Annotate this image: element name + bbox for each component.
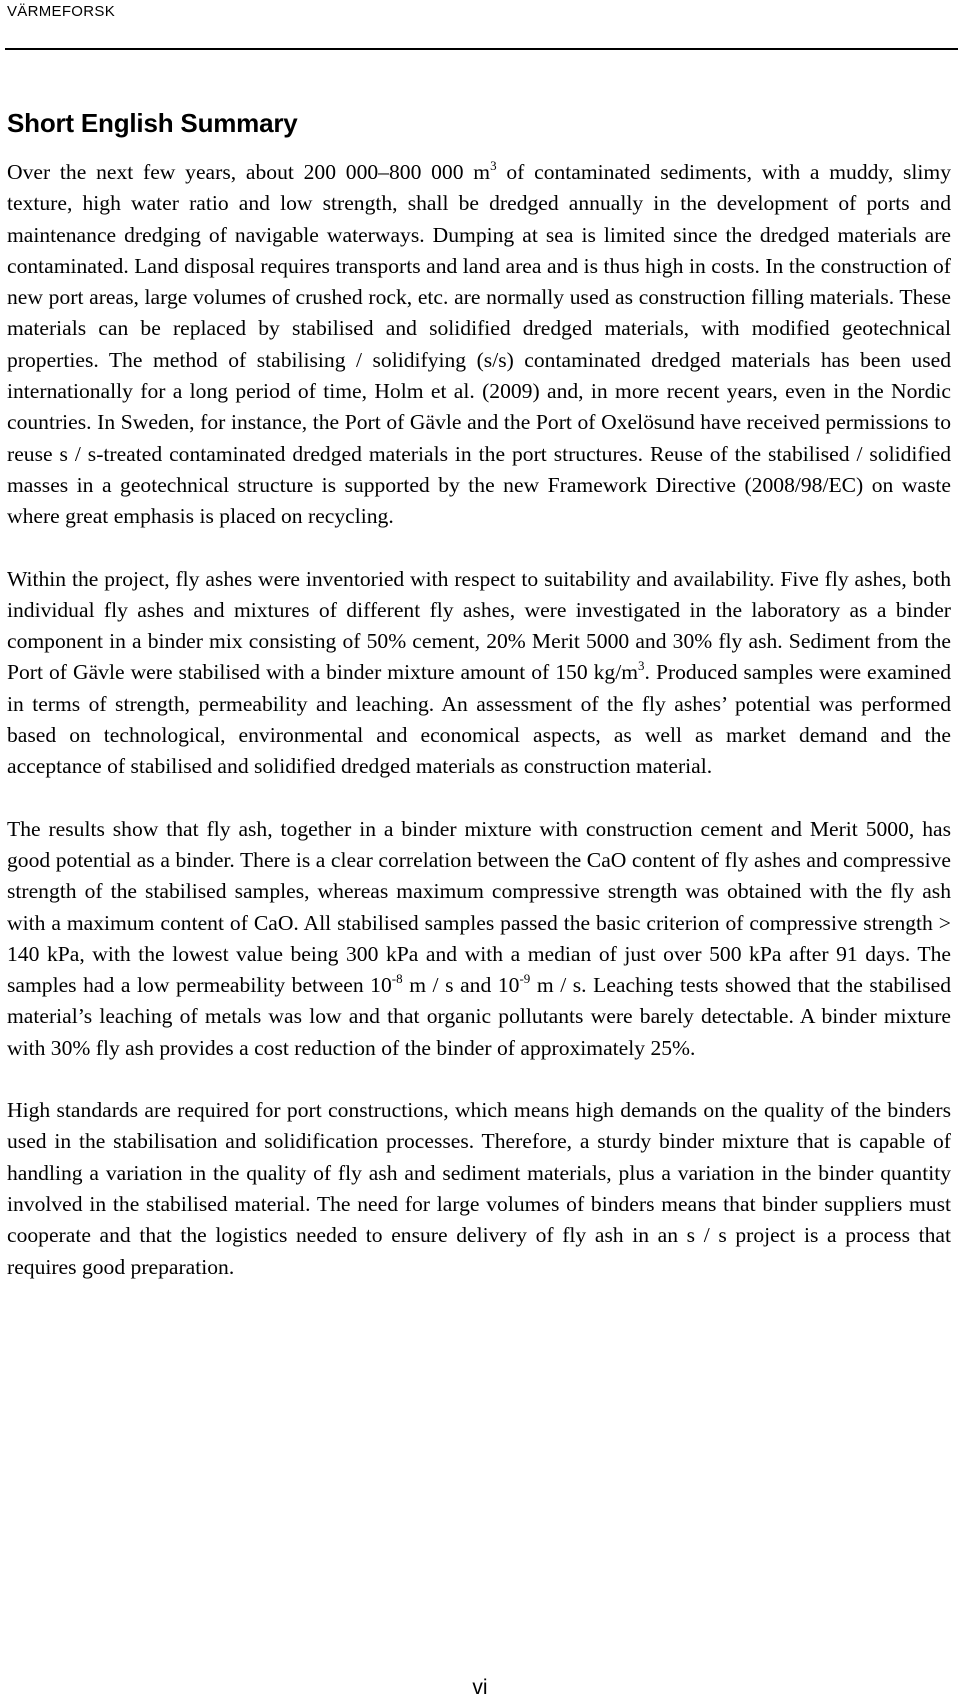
- paragraph-2: [7, 564, 951, 783]
- running-header: VÄRMEFORSK: [7, 3, 116, 20]
- paragraph-1-text-b: of contaminated sediments, with a muddy, slimy texture, high water ratio and low strength, shall be dredged annually in the development of ports and maintenance dredging of navigable waterways. Dumping at sea is limited since the dredged materials are contaminated. Land disposal requires transports and land area and is thus high in costs. In the construction of new port areas, large volumes of crushed rock, etc. are normally used as construction filling materials. These materials can be replaced by stabilised and solidified dredged materials, with modified geotechnical properties. The method of stabilising / solidifying (s/s) contaminated dredged materials has been used internationally for a long period of time, Holm et al. (2009) and, in more recent years, even in the Nordic countries. In Sweden, for instance, the Port of Gävle and the Port of Oxelösund have received permissions to reuse s / s-treated contaminated dredged materials in the port structures. Reuse of the stabilised / solidified masses in a geotechnical structure is supported by the new Framework Directive (2008/98/EC) on waste where great emphasis is placed on recycling.: [7, 160, 951, 529]
- paragraph-2-text-a: Within the project, fly ashes were inventoried with respect to suitability and availability. Five fly ashes, both individual fly ashes and mixtures of different fly ashes, were investigated in the laboratory as a binder component in a binder mix consisting of 50% cement, 20% Merit 5000 and 30% fly ash. Sediment from the Port of Gävle were stabilised with a binder mixture amount of 150 kg/m: [7, 566, 951, 685]
- superscript-exponent: -8: [391, 971, 403, 987]
- paragraph-3-text-c: m / s. Leaching tests showed that the stabilised material’s leaching of metals was low and that organic pollutants were barely detectable. A binder mixture with 30% fly ash provides a cost reduction of the binder of approximately 25%.: [7, 973, 951, 1060]
- page-number: vi: [472, 1676, 488, 1699]
- paragraph-3: [7, 814, 951, 1064]
- paragraph-1: [7, 157, 951, 533]
- paragraph-4: High standards are required for port constructions, which means high demands on the quality of the binders used in the stabilisation and solidification processes. Therefore, a sturdy binder mixture that is capable of handling a variation in the quality of fly ash and sediment materials, plus a variation in the binder quantity involved in the stabilised material. The need for large volumes of binders means that binder suppliers must cooperate and that the logistics needed to ensure delivery of fly ash in an s / s project is a process that requires good preparation.: [7, 1098, 951, 1279]
- section-title: Short English Summary: [7, 108, 298, 138]
- header-rule: [5, 48, 958, 50]
- paragraph-2-text-b: . Produced samples were examined in terms of strength, permeability and leaching. An assessment of the fly ashes’ potential was performed based on technological, environmental and economical aspects, as well as market demand and the acceptance of stabilised and solidified dredged materials as construction material.: [7, 660, 951, 779]
- superscript-exponent: 3: [490, 158, 497, 173]
- paragraph-3-text-a: The results show that fly ash, together in a binder mixture with construction cement and Merit 5000, has good potential as a binder. There is a clear correlation between the CaO content of fly ashes and compressive strength of the stabilised samples, whereas maximum compressive strength was obtained with the fly ash with a maximum content of CaO. All stabilised samples passed the basic criterion of compressive strength > 140 kPa, with the lowest value being 300 kPa and with a median of just over 500 kPa after 91 days. The samples had a low permeability between 10: [7, 816, 951, 998]
- superscript-exponent: -9: [519, 971, 531, 987]
- paragraph-3-text-b: m / s and 10: [402, 973, 520, 998]
- summary-body: [7, 157, 951, 1314]
- superscript-exponent: 3: [638, 658, 645, 674]
- paragraph-1-text-a: Over the next few years, about 200 000–800 000 m: [7, 160, 491, 184]
